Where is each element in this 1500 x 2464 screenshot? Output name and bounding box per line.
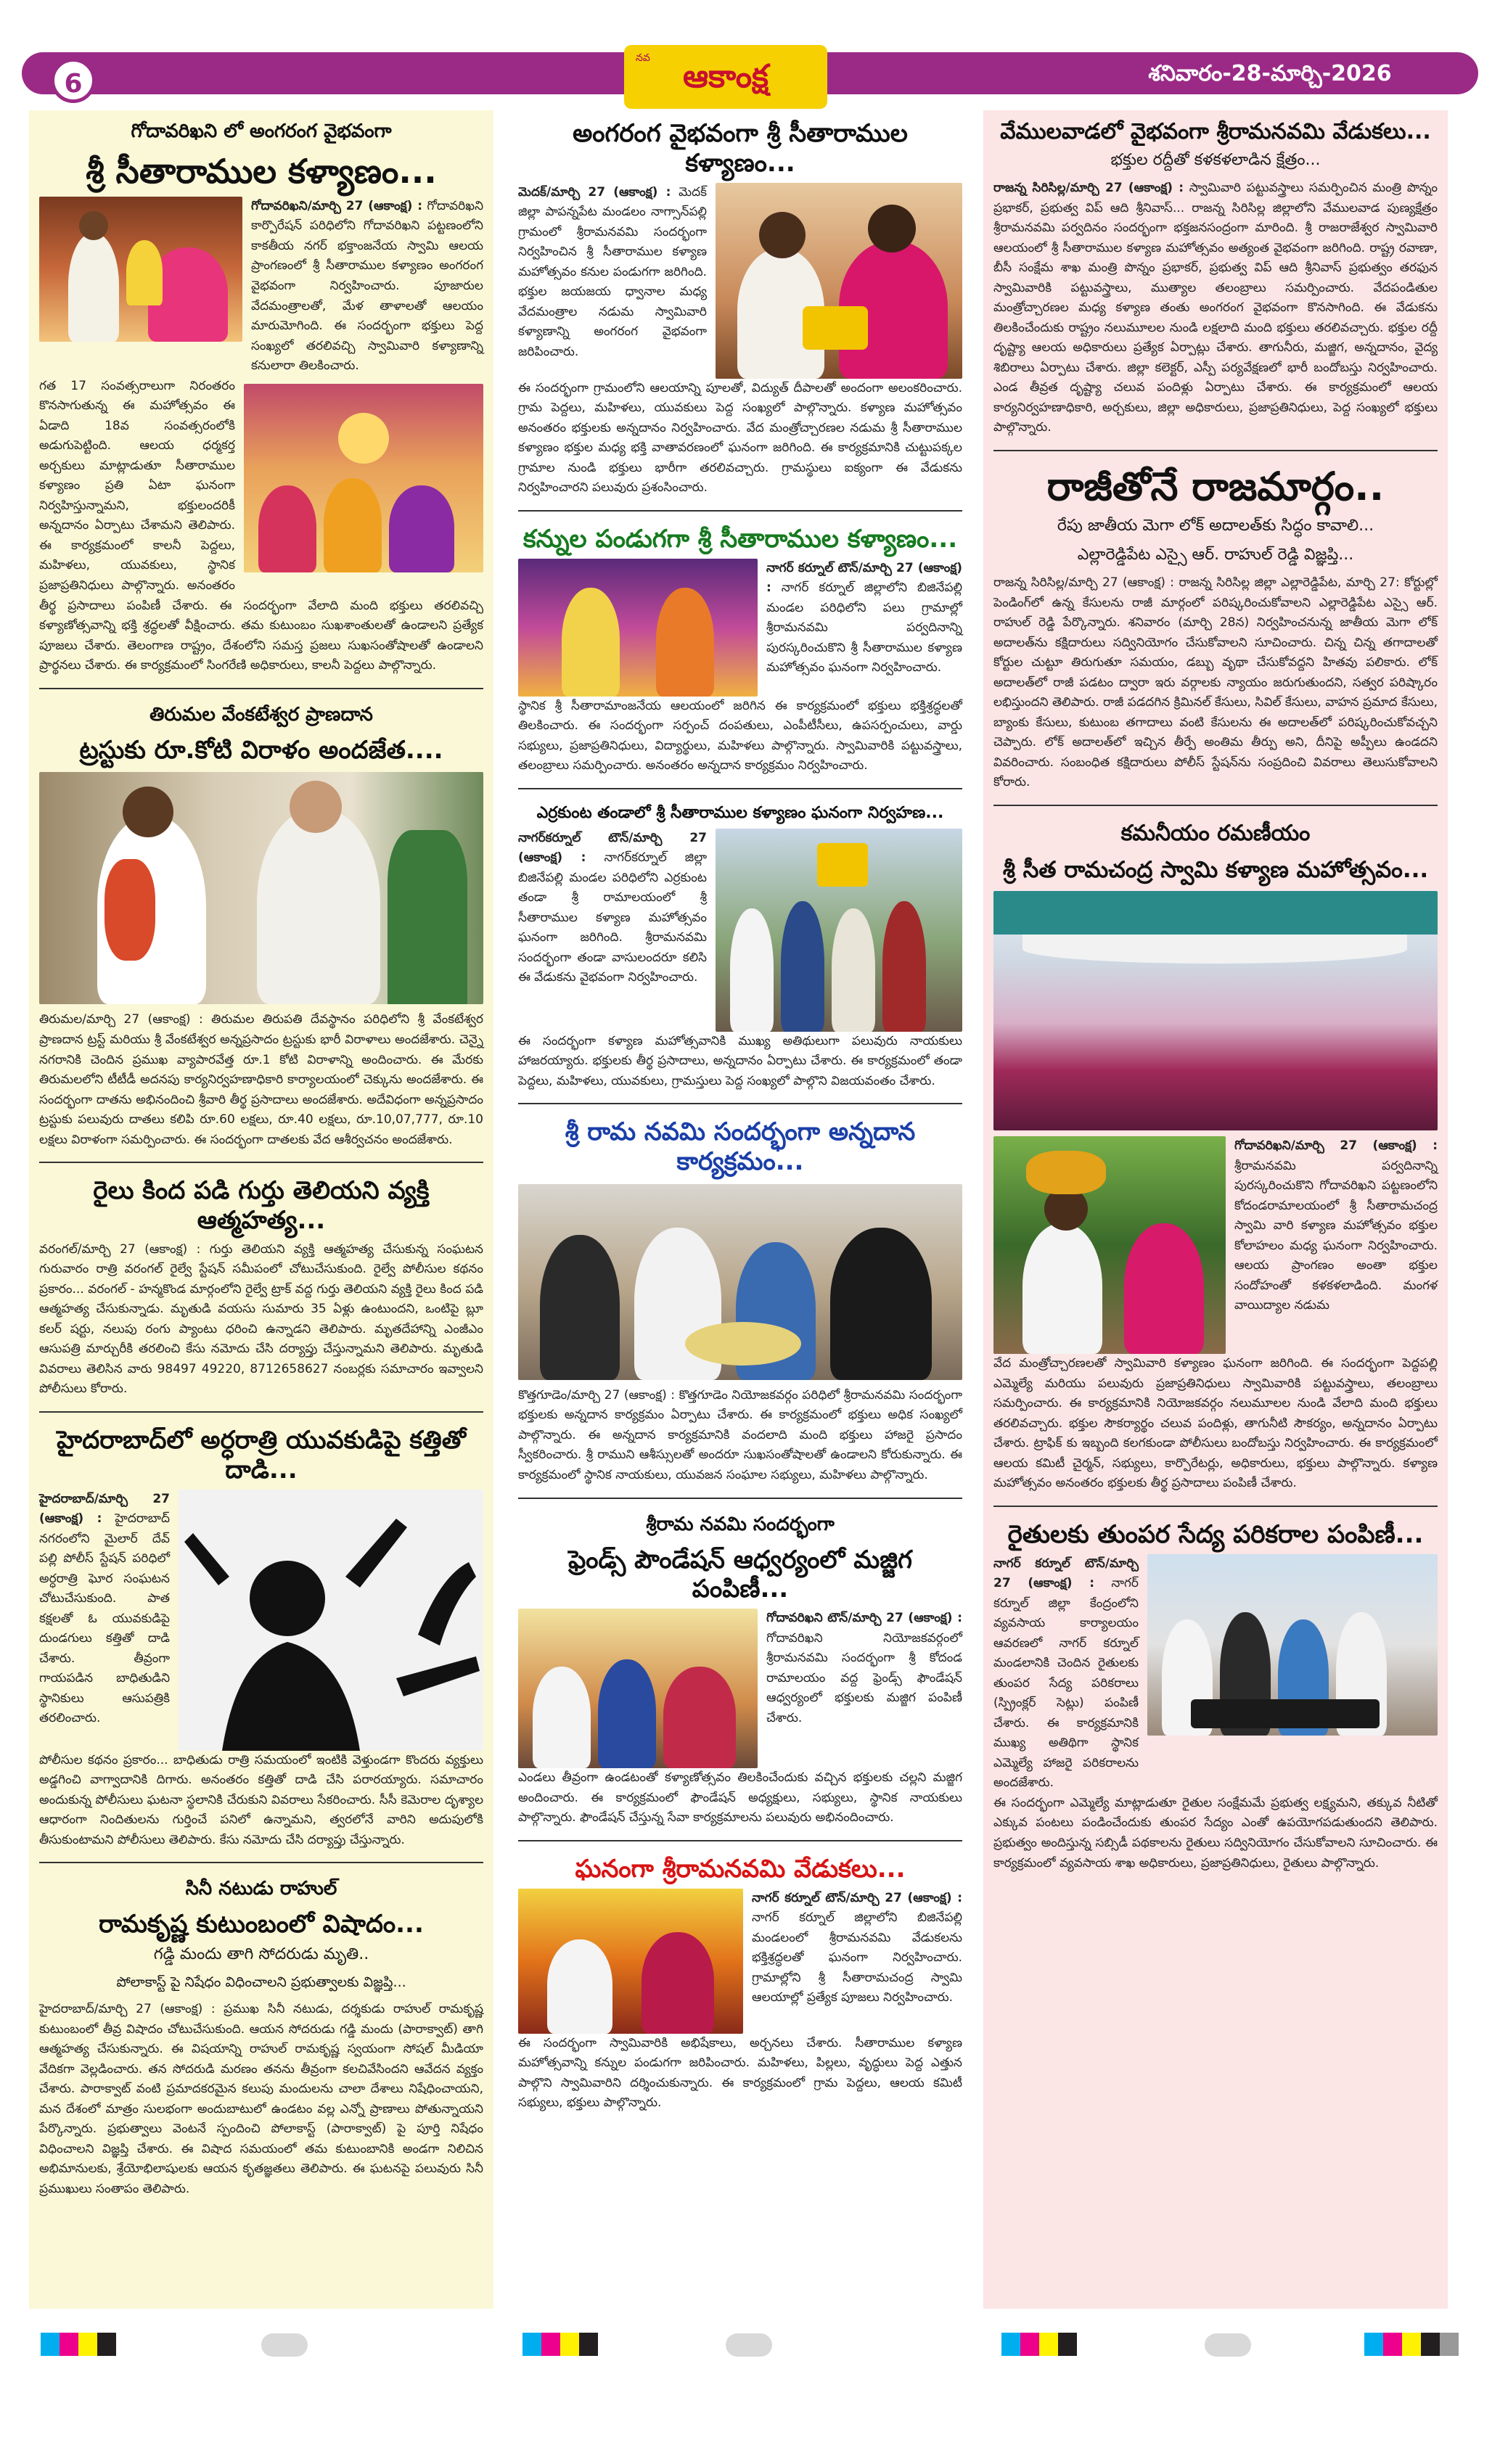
logo-main-text: ఆకాంక్ష	[682, 58, 769, 95]
story-headline: రామకృష్ణ కుటుంబంలో విషాదం...	[99, 1910, 424, 1939]
story-subhead-2: పోలాకాస్ట్ పై నిషేధం విధించాలని ప్రభుత్వాలకు విజ్ఞప్తి...	[116, 1974, 406, 1991]
story-body: నాగర్‌కర్నూల్ జిల్లా బిజినేపల్లి మండల పరిధిలోని ఎర్రకుంట తండా శ్రీ రామాలయంలో శ్రీ సీతారాముల కళ్యాణ మహోత్సవం ఘనంగా జరిగింది. శ్రీరామనవమి సందర్భంగా తండా వాసులందరూ కలిసి ఈ వేడుకను వైభవంగా నిర్వహించారు.	[518, 850, 708, 985]
story-ttd-donation	[29, 694, 493, 1158]
story-headline: వేములవాడలో వైభవంగా శ్రీరామనవమి వేడుకలు...	[1000, 119, 1431, 144]
story-dateline: హైదరాబాద్/మార్చి 27 (ఆకాంక్ష) :	[39, 1491, 170, 1527]
story-buttermilk	[508, 1503, 972, 1836]
story-body-cont: పోలీసుల కథనం ప్రకారం... బాధితుడు రాత్రి సమయంలో ఇంటికి వెళ్తుండగా కొందరు వ్యక్తులు అడ్డగించి వాగ్వాదానికి దిగారు. అనంతరం కత్తితో దాడి చేసి పరారయ్యారు. సమాచారం అందుకున్న పోలీసులు ఘటనా స్థలానికి చేరుకుని వివరాలు సేకరించారు. సీసీ కెమెరాల దృశ్యాల ఆధారంగా నిందితులను గుర్తించే పనిలో ఉన్నామని, త్వరలోనే వారిని అదుపులోకి తీసుకుంటామని పోలీసులు తెలిపారు. కేసు నమోదు చేసి దర్యాప్తు చేస్తున్నారు.	[39, 1752, 483, 1847]
story-lok-adalat	[983, 456, 1448, 800]
temple-rituals-photo	[518, 1889, 743, 2034]
story-dateline: గోదావరిఖని/మార్చి 27 (ఆకాంక్ష) :	[251, 198, 423, 213]
registration-bar-right	[1364, 2333, 1459, 2356]
story-subhead: భక్తుల రద్దీతో కళకళలాడిన క్షేత్రం...	[1110, 151, 1321, 169]
story-body-cont: గత 17 సంవత్సరాలుగా నిరంతరం కొనసాగుతున్న ఈ మహోత్సవం ఈ ఏడాది 18వ సంవత్సరంలోకి అడుగుపెట్టింది. ఆలయ ధర్మకర్త అర్చకులు మాట్లాడుతూ సీతారాముల కళ్యాణం ప్రతి ఏటా ఘనంగా నిర్వహిస్తున్నామని, భక్తులందరికీ అన్నదానం ఏర్పాటు చేశామని తెలిపారు. ఈ కార్యక్రమంలో కాలనీ పెద్దలు, మహిళలు, యువకులు, స్థానిక ప్రజాప్రతినిధులు పాల్గొన్నారు. అనంతరం తీర్థ ప్రసాదాలు పంపిణీ చేశారు. ఈ సందర్భంగా వేలాది మంది భక్తులు తరలివచ్చి కళ్యాణోత్సవాన్ని భక్తి శ్రద్ధలతో వీక్షించారు. తమ కుటుంబం సుఖశాంతులతో ఉండాలని ప్రత్యేక పూజలు చేశారు. తెలంగాణ రాష్ట్రం, దేశంలోని సమస్త ప్రజలు సుఖసంతోషాలతో ఉండాలని ప్రార్థనలు చేశారు. ఈ కార్యక్రమంలో సింగరేణి అధికారులు, కాలనీ పెద్దలు పాల్గొన్నారు.	[39, 378, 483, 673]
deity-idols-photo	[518, 559, 758, 697]
registration-bar-mid-left	[522, 2333, 598, 2356]
story-body: నాగర్ కర్నూల్ జిల్లాలోని బిజినేపల్లి మండలంలో శ్రీరామనవమి వేడుకలను భక్తిశ్రద్ధలతో ఘనంగా నిర్వహించారు. గ్రామాల్లోని శ్రీ సీతారామచంద్ర స్వామి ఆలయాల్లో ప్రత్యేక పూజలు నిర్వహించారు.	[752, 1910, 962, 2005]
story-body: హైదరాబాద్/మార్చి 27 (ఆకాంక్ష) : ప్రముఖ సినీ నటుడు, దర్శకుడు రాహుల్ రామకృష్ణ కుటుంబంలో తీవ్ర విషాదం చోటుచేసుకుంది. ఆయన సోదరుడు గడ్డి మందు (పారాక్వాట్) తాగి ఆత్మహత్య చేసుకున్నారు. ఈ విషయాన్ని రాహుల్ రామకృష్ణ స్వయంగా సోషల్ మీడియా వేదికగా వెల్లడించారు. తన సోదరుడి మరణం తనను తీవ్రంగా కలచివేసిందని ఆవేదన వ్యక్తం చేశారు. పారాక్వాట్ వంటి ప్రమాదకరమైన కలుపు మందులను చాలా దేశాలు నిషేధించాయని, మన దేశంలో మాత్రం సులభంగా అందుబాటులో ఉండటం వల్ల ఎన్నో ప్రాణాలు పోతున్నాయని పేర్కొన్నారు. ప్రభుత్వాలు వెంటనే స్పందించి పోలాకాస్ట్ (పారాక్వాట్) పై పూర్తి నిషేధం విధించాలని విజ్ఞప్తి చేశారు. ఈ విషాద సమయంలో తమ కుటుంబానికి అండగా నిలిచిన అభిమానులకు, శ్రేయోభిలాషులకు ఆయన కృతజ్ఞతలు తెలిపారు. ఈ ఘటనపై పలువురు సినీ ప్రముఖులు సంతాపం తెలిపారు.	[39, 2002, 483, 2196]
story-headline: ఎర్రకుంట తండాలో శ్రీ సీతారాముల కళ్యాణం ఘనంగా నిర్వహణ...	[536, 803, 944, 822]
story-kodandarama-kalyanam	[983, 810, 1448, 1501]
story-body: రాజన్న సిరిసిల్ల/మార్చి 27 (ఆకాంక్ష) : రాజన్న సిరిసిల్ల జిల్లా ఎల్లారెడ్డిపేట, మార్చి 27: కోర్టుల్లో పెండింగ్‌లో ఉన్న కేసులను రాజీ మార్గంలో పరిష్కరించుకోవాలని ఎల్లారెడ్డిపేట ఎస్సై ఆర్. రాహుల్ రెడ్డి పేర్కొన్నారు. శనివారం (మార్చి 28న) నిర్వహించనున్న జాతీయ మెగా లోక్ అదాలత్‌ను కక్షిదారులు సద్వినియోగం చేసుకోవాలని సూచించారు. చిన్న చిన్న తగాదాలతో కోర్టుల చుట్టూ తిరుగుతూ సమయం, డబ్బు వృథా చేసుకోవద్దని హితవు పలికారు. లోక్ అదాలత్‌లో రాజీ పడటం ద్వారా ఇరు వర్గాలకు న్యాయం జరుగుతుందని, సత్వర పరిష్కారం లభిస్తుందని తెలిపారు. రాజీ పడదగిన క్రిమినల్ కేసులు, సివిల్ కేసులు, వాహన ప్రమాద కేసులు, బ్యాంకు కేసులు, కుటుంబ తగాదాలు వంటి కేసులను ఈ అదాలత్‌లో పరిష్కరించుకోవచ్చని చెప్పారు. లోక్ అదాలత్‌లో ఇచ్చిన తీర్పే అంతిమ తీర్పు అని, దీనిపై అప్పీలు ఉండదని వివరించారు. సంబంధిత కక్షిదారులు పోలీస్ స్టేషన్‌ను సంప్రదించి వివరాలు తెలుసుకోవాలని కోరారు.	[993, 575, 1438, 790]
story-body: కొత్తగూడెం/మార్చి 27 (ఆకాంక్ష) : కొత్తగూడెం నియోజకవర్గం పరిధిలో శ్రీరామనవమి సందర్భంగా భక్తులకు అన్నదాన కార్యక్రమం ఏర్పాటు చేశారు. ఈ కార్యక్రమంలో భక్తులు అధిక సంఖ్యలో పాల్గొన్నారు. ఈ అన్నదాన కార్యక్రమానికి వందలాది మంది భక్తులు హాజరై ప్రసాదం స్వీకరించారు. శ్రీ రాముని ఆశీస్సులతో అందరూ సుఖసంతోషాలతో ఉండాలని కోరుకున్నారు. ఈ కార్యక్రమంలో స్థానిక నాయకులు, యువజన సంఘాల సభ్యులు, మహిళలు పాల్గొన్నారు.	[518, 1387, 962, 1483]
story-body: వరంగల్/మార్చి 27 (ఆకాంక్ష) : గుర్తు తెలియని వ్యక్తి ఆత్మహత్య చేసుకున్న సంఘటన గురువారం రాత్రి వరంగల్ రైల్వే స్టేషన్ సమీపంలో చోటుచేసుకుంది. రైల్వే పోలీసుల కథనం ప్రకారం... వరంగల్ - హన్మకొండ మార్గంలోని రైల్వే ట్రాక్ వద్ద గుర్తు తెలియని వ్యక్తి రైలు కింద పడి ఆత్మహత్య చేసుకున్నాడు. మృతుడి వయసు సుమారు 35 ఏళ్లు ఉంటుందని, ఒంటిపై బ్లూ కలర్ షర్టు, నలుపు రంగు ప్యాంటు ధరించి ఉన్నాడని తెలిపారు. మృతదేహాన్ని ఎంజీఎం ఆసుపత్రి మార్చురీకి తరలించి కేసు నమోదు చేసి దర్యాప్తు చేస్తున్నామని తెలిపారు. మృతుడి వివరాలు తెలిసిన వారు 98497 49220, 8712658627 నంబర్లకు సమాచారం ఇవ్వాలని పోలీసులు కోరారు.	[39, 1241, 483, 1397]
story-train-suicide	[29, 1167, 493, 1407]
story-headline: శ్రీ సీతారాముల కళ్యాణం...	[86, 152, 437, 191]
story-kicker: తిరుమల వేంకటేశ్వర ప్రాణదాన	[149, 703, 373, 726]
registration-pill	[1205, 2333, 1251, 2357]
story-dateline: నాగర్ కర్నూల్ టౌన్/మార్చి 27 (ఆకాంక్ష) :	[752, 1890, 962, 1905]
story-subhead: గడ్డి మందు తాగి సోదరుడు మృతి..	[153, 1945, 369, 1964]
story-body: శ్రీరామనవమి పర్వదినాన్ని పురస్కరించుకొని గోదావరిఖని పట్టణంలోని కోదండరామాలయంలో శ్రీ సీతారామచంద్ర స్వామి వారి కళ్యాణ మహోత్సవం భక్తుల కోలాహలం మధ్య ఘనంగా నిర్వహించారు. ఆలయ ప్రాంగణం అంతా భక్తుల సందోహంతో కళకళలాడింది. మంగళ వాయిద్యాల నడుమ	[1234, 1158, 1438, 1313]
registration-bar-left	[41, 2333, 116, 2356]
buttermilk-distribution-photo	[518, 1609, 758, 1768]
story-dateline: నాగర్ కర్నూల్ టౌన్/మార్చి 27 (ఆకాంక్ష) :	[993, 1556, 1139, 1591]
story-sprinkler-distribution	[983, 1511, 1448, 1881]
story-bijinepalli-kalyanam	[508, 516, 972, 784]
story-body-cont: ఈ సందర్భంగా కళ్యాణ మహోత్సవానికి ముఖ్య అతిథులుగా పలువురు నాయకులు హాజరయ్యారు. భక్తులకు తీర్థ ప్రసాదాలు, అన్నదానం ఏర్పాటు చేశారు. ఈ కార్యక్రమంలో తండా పెద్దలు, మహిళలు, యువకులు, గ్రామస్తులు పెద్ద సంఖ్యలో పాల్గొని విజయవంతం చేశారు.	[518, 1033, 962, 1088]
story-body: గోదావరిఖని కార్పొరేషన్ పరిధిలోని గోదావరిఖని పట్టణంలోని కాకతీయ నగర్ భక్తాంజనేయ స్వామి ఆలయ ప్రాంగణంలో శ్రీ సీతారాముల కళ్యాణం అంగరంగ వైభవంగా నిర్వహించారు. పూజారుల వేదమంత్రాలతో, మేళ తాళాలతో ఆలయం మారుమోగింది. ఈ సందర్భంగా భక్తులు పెద్ద సంఖ్యలో తరలివచ్చి స్వామివారి కళ్యాణాన్ని కనులారా తిలకించారు.	[251, 198, 483, 374]
story-kicker: గోదావరిఖని లో అంగరంగ వైభవంగా	[131, 120, 392, 142]
kalyanam-priest-photo	[39, 197, 242, 342]
story-ramanavami-celebrations	[508, 1846, 972, 2121]
story-headline: శ్రీ సీత రామచంద్ర స్వామి కళ్యాణ మహోత్సవం...	[1002, 856, 1429, 883]
story-dateline: మెదక్/మార్చి 27 (ఆకాంక్ష) :	[518, 184, 671, 200]
story-rahul-ramakrishna	[29, 1868, 493, 2206]
issue-date: శనివారం-28-మార్చి-2026	[1148, 61, 1392, 86]
pandal-crowd-photo	[993, 891, 1438, 1130]
story-headline: కన్నుల పండుగగా శ్రీ సీతారాముల కళ్యాణం...	[522, 524, 958, 554]
story-hyderabad-attack	[29, 1417, 493, 1857]
donation-cheque-photo	[39, 772, 483, 1004]
story-headline: ట్రస్టుకు రూ.కోటి విరాళం అందజేత....	[79, 735, 443, 765]
story-headline: ఫ్రెండ్స్ పౌండేషన్ ఆధ్వర్యంలో మజ్జిగ పంపిణీ...	[568, 1545, 912, 1604]
story-body: హైదరాబాద్ నగరంలోని మైలార్ దేవ్ పల్లి పోలీస్ స్టేషన్ పరిధిలో అర్ధరాత్రి ఘోర సంఘటన చోటుచేసుకుంది. పాత కక్షలతో ఓ యువకుడిపై దుండగులు కత్తితో దాడి చేశారు. తీవ్రంగా గాయపడిన బాధితుడిని స్థానికులు ఆసుపత్రికి తరలించారు.	[39, 1511, 170, 1726]
story-body: నాగర్ కర్నూల్ జిల్లాలోని బిజినేపల్లి మండల పరిధిలోని పలు గ్రామాల్లో శ్రీరామనవమి పర్వదినాన్ని పురస్కరించుకొని శ్రీ సీతారాముల కళ్యాణ మహోత్సవం ఘనంగా నిర్వహించారు.	[766, 580, 963, 675]
story-dateline: నాగర్‌కర్నూల్ టౌన్/మార్చి 27 (ఆకాంక్ష) :	[518, 830, 707, 866]
story-kicker: సినీ నటుడు రాహుల్	[185, 1878, 337, 1900]
story-body: గోదావరిఖని నియోజకవర్గంలో శ్రీరామనవమి సందర్భంగా శ్రీ కోదండ రామాలయం వద్ద ఫ్రెండ్స్ ఫౌండేషన్ ఆధ్వర్యంలో భక్తులకు మజ్జిగ పంపిణీ చేశారు.	[766, 1630, 962, 1725]
registration-pill	[726, 2333, 772, 2357]
column-2	[508, 110, 972, 2309]
story-nagsanpalli-kalyanam	[508, 110, 972, 506]
masthead-logo	[624, 45, 827, 109]
column-3	[983, 110, 1448, 2309]
story-headline: హైదరాబాద్‌లో అర్ధరాత్రి యువకుడిపై కత్తితో దాడి...	[57, 1426, 466, 1484]
registration-bar-mid-right	[1001, 2333, 1077, 2356]
story-headline: రాజీతోనే రాజమార్గం..	[1046, 463, 1385, 509]
story-dateline: నాగర్ కర్నూల్ టౌన్/మార్చి 27 (ఆకాంక్ష) :	[766, 560, 962, 596]
story-headline: రైలు కింద పడి గుర్తు తెలియని వ్యక్తి ఆత్మహత్య...	[93, 1176, 430, 1235]
column-1	[29, 110, 493, 2309]
story-errakunta-tanda	[508, 794, 972, 1099]
registration-pill	[261, 2333, 308, 2357]
page-number: 6	[51, 58, 96, 103]
story-kicker: శ్రీరామ నవమి సందర్భంగా	[646, 1513, 835, 1535]
story-headline: రైతులకు తుంపర సేద్య పరికరాల పంపిణీ...	[1007, 1519, 1424, 1549]
story-dateline: గోదావరిఖని టౌన్/మార్చి 27 (ఆకాంక్ష) :	[766, 1611, 962, 1626]
mla-carrying-offerings-photo	[993, 1136, 1226, 1354]
story-dateline: రాజన్న సిరిసిల్ల/మార్చి 27 (ఆకాంక్ష) :	[993, 181, 1184, 195]
attack-silhouette-illustration	[179, 1490, 483, 1751]
story-body: తిరుమల/మార్చి 27 (ఆకాంక్ష) : తిరుమల తిరుపతి దేవస్థానం పరిధిలోని శ్రీ వేంకటేశ్వర ప్రాణదాన ట్రస్ట్ మరియు శ్రీ వేంకటేశ్వర అన్నప్రసాదం ట్రస్టుకు భారీ విరాళాలు అందజేశారు. చెన్నై నగరానికి చెందిన ప్రముఖ వ్యాపారవేత్త రూ.1 కోటి విరాళాన్ని అందించారు. ఈ మేరకు తిరుమలలోని టీటీడీ అదనపు కార్యనిర్వహణాధికారి కార్యాలయంలో చెక్కును అందజేశారు. ఈ సందర్భంగా దాతను అభినందించి శ్రీవారి తీర్థ ప్రసాదాలు అందజేశారు. అదేవిధంగా అన్నప్రసాదం ట్రస్టుకు పలువురు దాతలు కలిపి రూ.60 లక్షలు, రూ.40 లక్షలు, రూ.10,07,777, రూ.10 లక్షలు విరాళంగా సమర్పించారు. ఈ సందర్భంగా దాతలకు వేద ఆశీర్వచనం అందజేశారు.	[39, 1012, 483, 1147]
couple-offering-photo	[716, 183, 962, 379]
logo-small-text: నవ	[636, 52, 650, 64]
story-body-cont: వేద మంత్రోచ్చారణలతో స్వామివారి కళ్యాణం ఘనంగా జరిగింది. ఈ సందర్భంగా పెద్దపల్లి ఎమ్మెల్యే మరియు పలువురు ప్రజాప్రతినిధులు స్వామివారికి పట్టువస్త్రాలు, తలంబ్రాలు సమర్పించారు. ఈ కార్యక్రమానికి నియోజకవర్గం నలుమూలల నుండి వేలాది మంది భక్తులు తరలివచ్చారు. భక్తుల సౌకర్యార్థం చలువ పందిళ్లు, తాగునీటి సౌకర్యం, అన్నదానం ఏర్పాటు చేశారు. ట్రాఫిక్ కు ఇబ్బంది కలగకుండా పోలీసులు బందోబస్తు నిర్వహించారు. ఈ కార్యక్రమంలో ఆలయ కమిటీ చైర్మన్, సభ్యులు, కార్పొరేటర్లు, అధికారులు, భక్తులు పాల్గొన్నారు. కళ్యాణ మహోత్సవం అనంతరం భక్తులకు తీర్థ ప్రసాదాలు పంపిణీ చేశారు.	[993, 1356, 1438, 1491]
story-body-cont: ఈ సందర్భంగా గ్రామంలోని ఆలయాన్ని పూలతో, విద్యుత్ దీపాలతో అందంగా అలంకరించారు. గ్రామ పెద్దలు, మహిళలు, యువకులు పెద్ద సంఖ్యలో పాల్గొన్నారు. కళ్యాణ మహోత్సవం అనంతరం భక్తులకు అన్నదానం నిర్వహించారు. వేద మంత్రోచ్చారణల నడుమ శ్రీ సీతారాముల కళ్యాణం భక్తుల మధ్య భక్తి వాతావరణంలో ఘనంగా జరిగింది. ఈ కార్యక్రమానికి చుట్టుపక్కల గ్రామాల నుండి భక్తులు భారీగా తరలివచ్చారు. గ్రామస్థులు ఐక్యంగా ఈ వేడుకను నిర్వహించారని పలువురు ప్రశంసించారు.	[518, 380, 962, 496]
story-body: నాగర్ కర్నూల్ జిల్లా కేంద్రంలోని వ్యవసాయ కార్యాలయం ఆవరణలో నాగర్ కర్నూల్ మండలానికి చెందిన రైతులకు తుంపర సేద్య పరికరాలు (స్ప్రింక్లర్ సెట్లు) పంపిణీ చేశారు. ఈ కార్యక్రమానికి ముఖ్య అతిథిగా స్థానిక ఎమ్మెల్యే హాజరై పరికరాలను అందజేశారు.	[993, 1576, 1139, 1791]
story-headline: ఘనంగా శ్రీరామనవమి వేడుకలు...	[575, 1854, 906, 1884]
story-body: మెదక్ జిల్లా పాపన్నపేట మండలం నాగ్సాన్‌పల్లి గ్రామంలో శ్రీరామనవమి సందర్భంగా నిర్వహించిన శ్రీ సీతారాముల కళ్యాణ మహోత్సవం కనుల పండుగగా జరిగింది. భక్తుల జయజయ ధ్వానాల మధ్య వేదమంత్రాల నడుమ స్వామివారి కళ్యాణాన్ని అంగరంగ వైభవంగా జరిపించారు.	[518, 184, 707, 359]
silhouette-svg	[179, 1490, 483, 1751]
story-dateline: గోదావరిఖని/మార్చి 27 (ఆకాంక్ష) :	[1234, 1138, 1438, 1154]
story-kicker: కమనీయం రమణీయం	[1120, 820, 1311, 846]
story-vemulawada	[983, 110, 1448, 445]
kalyanam-crowd-photo	[244, 384, 483, 572]
story-body: స్వామివారి పట్టువస్త్రాలు సమర్పించిన మంత్రి పొన్నం ప్రభాకర్, ప్రభుత్వ విప్ ఆది శ్రీనివాస్... రాజన్న సిరిసిల్ల జిల్లాలోని వేములవాడ పుణ్యక్షేత్రం శ్రీరామనవమి పర్వదినం సందర్భంగా భక్తజనసంద్రంగా మారింది. శ్రీ రాజరాజేశ్వర స్వామివారి ఆలయంలో శ్రీ సీతారాముల కళ్యాణ మహోత్సవం అత్యంత వైభవంగా జరిగింది. రాష్ట్ర రవాణా, బీసీ సంక్షేమ శాఖ మంత్రి పొన్నం ప్రభాకర్, ప్రభుత్వ విప్ ఆది శ్రీనివాస్ ప్రభుత్వం తరఫున స్వామివారికి పట్టువస్త్రాలు, ముత్యాల తలంబ్రాలు సమర్పించారు. వేదపండితుల మంత్రోచ్చారణల మధ్య కళ్యాణ తంతు అంగరంగ వైభవంగా కొనసాగింది. ఈ వేడుకను తిలకించేందుకు రాష్ట్రం నలుమూలల నుండి లక్షలాది మంది భక్తులు తరలివచ్చారు. భక్తుల రద్దీ దృష్ట్యా ఆలయ అధికారులు ప్రత్యేక ఏర్పాట్లు చేశారు. తాగునీరు, మజ్జిగ, అన్నదానం, వైద్య శిబిరాలు ఏర్పాటు చేశారు. జిల్లా కలెక్టర్, ఎస్పీ పర్యవేక్షణలో భారీ బందోబస్తు నిర్వహించారు. ఎండ తీవ్రత దృష్ట్యా చలువ పందిళ్లు ఏర్పాటు చేశారు. ఈ కార్యక్రమంలో ఆలయ కార్యనిర్వహణాధికారి, అర్చకులు, జిల్లా అధికారులు, ప్రజాప్రతినిధులు, పెద్ద సంఖ్యలో భక్తులు పాల్గొన్నారు.	[993, 181, 1438, 435]
story-sitarama-godavarikhani	[29, 110, 493, 683]
story-body-cont: ఎండలు తీవ్రంగా ఉండటంతో కళ్యాణోత్సవం తిలకించేందుకు వచ్చిన భక్తులకు చల్లని మజ్జిగ అందించారు. ఈ కార్యక్రమంలో ఫౌండేషన్ అధ్యక్షులు, సభ్యులు, స్థానిక నాయకులు పాల్గొన్నారు. ఫౌండేషన్ చేస్తున్న సేవా కార్యక్రమాలను పలువురు అభినందించారు.	[518, 1770, 962, 1826]
story-headline: అంగరంగ వైభవంగా శ్రీ సీతారాముల కళ్యాణం...	[573, 119, 908, 178]
tanda-gathering-photo	[716, 829, 962, 1032]
story-subhead: రేపు జాతీయ మెగా లోక్ అదాలత్‌కు సిద్ధం కావాలి...	[1057, 517, 1374, 535]
annadanam-serving-photo	[518, 1184, 962, 1380]
story-annadanam	[508, 1109, 972, 1492]
story-body-cont: స్థానిక శ్రీ సీతారామాంజనేయ ఆలయంలో జరిగిన ఈ కార్యక్రమంలో భక్తులు భక్తిశ్రద్ధలతో తిలకించారు. ఈ సందర్భంగా సర్పంచ్ దంపతులు, ఎంపీటీసీలు, ఉపసర్పంచులు, వార్డు సభ్యులు, ప్రజాప్రతినిధులు, విద్యార్థులు, మహిళలు పాల్గొన్నారు. స్వామివారికి పట్టువస్త్రాలు, తలంబ్రాలు సమర్పించారు. అనంతరం అన్నదాన కార్యక్రమం నిర్వహించారు.	[518, 698, 962, 773]
story-headline: శ్రీ రామ నవమి సందర్భంగా అన్నదాన కార్యక్రమం...	[565, 1117, 916, 1177]
story-body-cont: ఈ సందర్భంగా స్వామివారికి అభిషేకాలు, అర్చనలు చేశారు. సీతారాముల కళ్యాణ మహోత్సవాన్ని కన్నుల పండుగగా జరిపించారు. మహిళలు, పిల్లలు, వృద్ధులు పెద్ద ఎత్తున పాల్గొని స్వామివారిని దర్శించుకున్నారు. ఈ కార్యక్రమంలో గ్రామ పెద్దలు, ఆలయ కమిటీ సభ్యులు, భక్తులు పాల్గొన్నారు.	[518, 2035, 962, 2111]
story-body-cont: ఈ సందర్భంగా ఎమ్మెల్యే మాట్లాడుతూ రైతుల సంక్షేమమే ప్రభుత్వ లక్ష్యమని, తక్కువ నీటితో ఎక్కువ పంటలు పండించేందుకు తుంపర సేద్యం ఎంతో ఉపయోగపడుతుందని తెలిపారు. ప్రభుత్వం అందిస్తున్న సబ్సిడీ పథకాలను రైతులు సద్వినియోగం చేసుకోవాలని సూచించారు. ఈ కార్యక్రమంలో వ్యవసాయ శాఖ అధికారులు, ప్రజాప్రతినిధులు, రైతులు పాల్గొన్నారు.	[993, 1795, 1438, 1870]
story-subhead-2: ఎల్లారెడ్డిపేట ఎస్సై ఆర్. రాహుల్ రెడ్డి విజ్ఞప్తి...	[1077, 546, 1354, 564]
farmers-equipment-photo	[1147, 1554, 1438, 1736]
